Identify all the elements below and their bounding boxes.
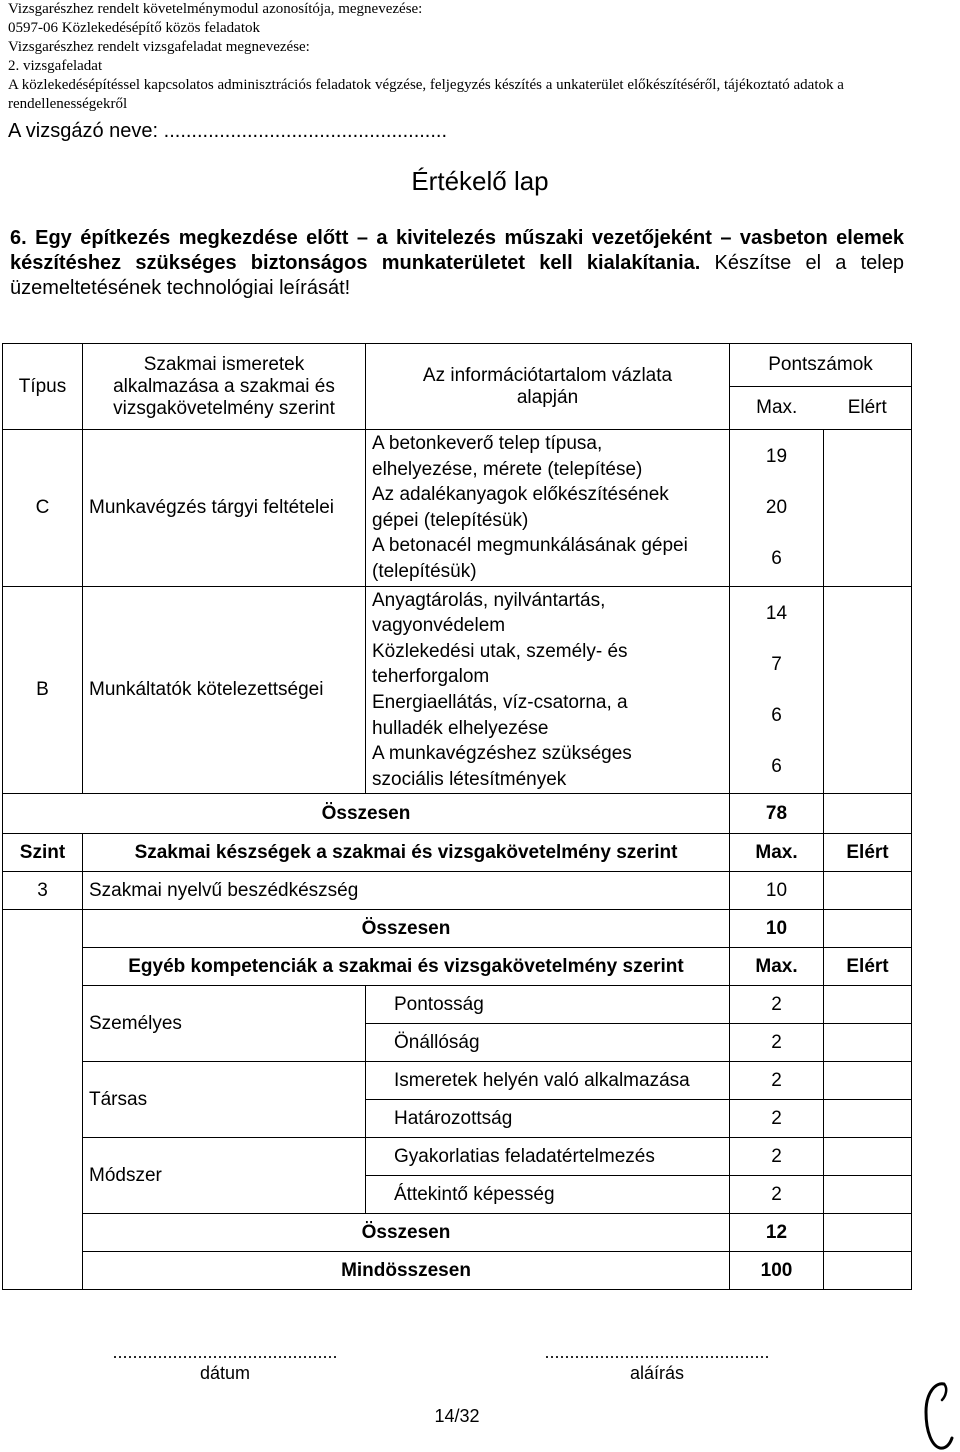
header-max: Max. xyxy=(730,387,824,430)
header-points: Pontszámok xyxy=(730,344,912,387)
header-knowledge-line: vizsgakövetelmény szerint xyxy=(113,397,335,419)
header-knowledge-line: alkalmazása a szakmai és xyxy=(113,375,335,397)
competency-reached xyxy=(824,986,912,1024)
header-line: 0597-06 Közlekedésépítő közös feladatok xyxy=(8,20,261,36)
date-label: dátum xyxy=(199,1363,251,1383)
area-b: Munkáltatók kötelezettségei xyxy=(83,586,366,794)
info-line: elhelyezése, mérete (telepítése) xyxy=(372,458,643,480)
competency-item: Pontosság xyxy=(366,986,730,1024)
info-line: A betonacél megmunkálásának gépei xyxy=(372,535,688,557)
header-info xyxy=(366,344,730,430)
page-title: Értékelő lap xyxy=(411,166,549,196)
competency-reached xyxy=(824,1100,912,1138)
total-reached xyxy=(824,794,912,834)
info-line: Anyagtárolás, nyilvántartás, xyxy=(372,589,606,611)
header-max-3: Max. xyxy=(730,948,824,986)
competency-max: 2 xyxy=(730,1100,824,1138)
max-value: 6 xyxy=(771,756,782,778)
info-line: (telepítésük) xyxy=(372,560,477,582)
max-value: 20 xyxy=(765,497,788,519)
date-dots: ............................................. xyxy=(112,1342,338,1362)
header-line: A közlekedésépítéssel kapcsolatos adminisztrációs feladatok végzése, feljegyzés készítés a unkaterület előkészítéséről, tájékoztató adatok a xyxy=(8,77,844,93)
info-line: szociális létesítmények xyxy=(372,768,567,790)
page-number: 14/32 xyxy=(434,1406,480,1426)
header-max-2: Max. xyxy=(730,834,824,872)
reached-cell-c xyxy=(824,430,912,587)
grand-total-value: 100 xyxy=(730,1252,824,1290)
competency-max: 2 xyxy=(730,986,824,1024)
competency-reached xyxy=(824,1176,912,1214)
info-cell-b xyxy=(366,586,730,794)
header-line: Vizsgarészhez rendelt vizsgafeladat megnevezése: xyxy=(8,39,310,55)
info-line: Energiaellátás, víz-csatorna, a xyxy=(372,692,628,714)
header-info-line: alapján xyxy=(516,386,579,408)
type-c: C xyxy=(3,430,83,587)
competency-reached xyxy=(824,1024,912,1062)
header-reached-3: Elért xyxy=(824,948,912,986)
max-cell-c xyxy=(730,430,824,587)
info-line: vagyonvédelem xyxy=(372,615,506,637)
area-c: Munkavégzés tárgyi feltételei xyxy=(83,430,366,587)
header-skills: Szakmai készségek a szakmai és vizsgakövetelmény szerint xyxy=(83,834,730,872)
info-line: A munkavégzéshez szükséges xyxy=(372,743,632,765)
total-value: 78 xyxy=(730,794,824,834)
total-label: Összesen xyxy=(3,794,730,834)
competency-item: Gyakorlatias feladatértelmezés xyxy=(366,1138,730,1176)
reached-cell-b xyxy=(824,586,912,794)
info-line: teherforgalom xyxy=(372,666,490,688)
total-value-2: 10 xyxy=(730,910,824,948)
task-normal-text: Készítse el a telep üzemeltetésének technológiai leírását! xyxy=(10,252,904,299)
skill-max: 10 xyxy=(730,872,824,910)
competency-reached xyxy=(824,1138,912,1176)
examinee-name-line: A vizsgázó neve: ................................................... xyxy=(8,120,448,142)
total-reached-2 xyxy=(824,910,912,948)
level-value: 3 xyxy=(3,872,83,910)
competency-item: Ismeretek helyén való alkalmazása xyxy=(366,1062,730,1100)
header-knowledge xyxy=(83,344,366,430)
competency-reached xyxy=(824,1062,912,1100)
competency-max: 2 xyxy=(730,1024,824,1062)
max-value: 7 xyxy=(771,653,782,675)
info-cell-c xyxy=(366,430,730,587)
type-b: B xyxy=(3,586,83,794)
max-value: 6 xyxy=(771,548,782,570)
max-value: 6 xyxy=(771,705,782,727)
header-knowledge-line: Szakmai ismeretek xyxy=(143,353,305,375)
header-reached-2: Elért xyxy=(824,834,912,872)
header-level: Szint xyxy=(3,834,83,872)
info-line: Közlekedési utak, személy- és xyxy=(372,640,628,662)
blank-left-column xyxy=(3,910,83,1290)
header-line: 2. vizsgafeladat xyxy=(8,58,103,74)
info-line: gépei (telepítésük) xyxy=(372,509,529,531)
info-line: hulladék elhelyezése xyxy=(372,717,549,739)
date-signature-block xyxy=(90,1342,360,1384)
total-label-3: Összesen xyxy=(83,1214,730,1252)
competency-item: Önállóság xyxy=(366,1024,730,1062)
total-label-2: Összesen xyxy=(83,910,730,948)
competency-group: Társas xyxy=(83,1062,366,1138)
max-value: 19 xyxy=(765,446,788,467)
grand-total-label: Mindösszesen xyxy=(83,1252,730,1290)
total-reached-3 xyxy=(824,1214,912,1252)
competency-max: 2 xyxy=(730,1138,824,1176)
competency-item: Áttekintő képesség xyxy=(366,1176,730,1214)
header-reached: Elért xyxy=(824,387,912,430)
skill-label: Szakmai nyelvű beszédkészség xyxy=(83,872,730,910)
info-line: A betonkeverő telep típusa, xyxy=(372,433,603,455)
max-cell-b xyxy=(730,586,824,794)
signature-dots: ............................................. xyxy=(544,1342,770,1362)
signature-block xyxy=(522,1342,792,1384)
grand-total-reached xyxy=(824,1252,912,1290)
competency-max: 2 xyxy=(730,1062,824,1100)
header-info-line: Az információtartalom vázlata xyxy=(422,364,673,386)
info-line: Az adalékanyagok előkészítésének xyxy=(372,484,669,506)
competency-max: 2 xyxy=(730,1176,824,1214)
competency-group: Személyes xyxy=(83,986,366,1062)
competency-group: Módszer xyxy=(83,1138,366,1214)
document-header xyxy=(8,0,844,114)
handwritten-signature-mark xyxy=(918,1378,958,1452)
task-description xyxy=(10,226,904,301)
header-competencies: Egyéb kompetenciák a szakmai és vizsgakövetelmény szerint xyxy=(83,948,730,986)
skill-reached xyxy=(824,872,912,910)
signature-label: aláírás xyxy=(629,1363,685,1383)
header-line: Vizsgarészhez rendelt követelménymodul azonosítója, megnevezése: xyxy=(8,1,423,17)
task-bold-text: 6. Egy építkezés megkezdése előtt – a kivitelezés műszaki vezetőjeként – vasbeton elemek készítéshez szükséges biztonságos munkaterületet kell kialakítania. xyxy=(10,227,904,274)
header-line: rendellenességekről xyxy=(8,96,128,112)
evaluation-table xyxy=(2,343,912,1290)
total-value-3: 12 xyxy=(730,1214,824,1252)
header-type: Típus xyxy=(3,344,83,430)
max-value: 14 xyxy=(765,602,788,624)
competency-item: Határozottság xyxy=(366,1100,730,1138)
